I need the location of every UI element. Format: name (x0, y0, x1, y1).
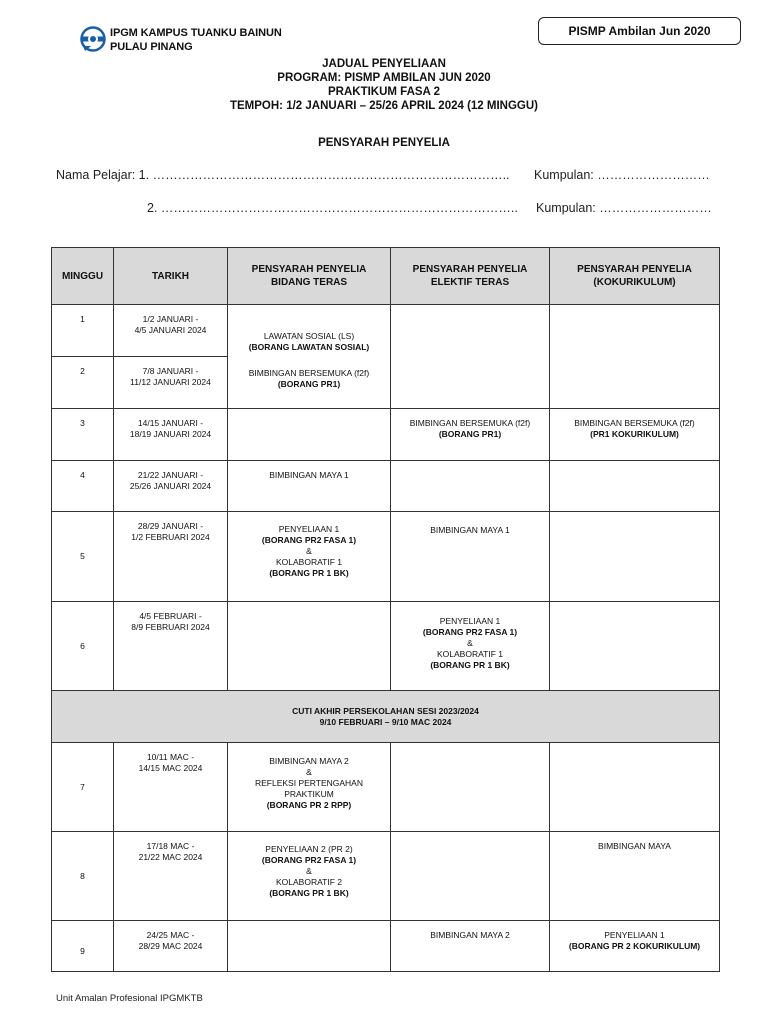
date-end: 25/26 JANUARI 2024 (129, 481, 212, 491)
date-end: 8/9 FEBRUARI 2024 (131, 622, 210, 632)
holiday-dates: 9/10 FEBRUARI – 9/10 MAC 2024 (319, 716, 452, 727)
week-number: 1 (52, 305, 114, 357)
week-date (114, 832, 228, 921)
date-start: 10/11 MAC - (146, 752, 195, 762)
activity-label: PRAKTIKUM (284, 789, 334, 799)
week-date (114, 305, 228, 357)
activity-label: BIMBINGAN MAYA (598, 841, 671, 851)
form-label: (PR1 KOKURIKULUM) (590, 429, 679, 439)
form-label: (BORANG PR1) (277, 379, 341, 389)
org-line-2: PULAU PINANG (110, 40, 193, 53)
form-label: (BORANG PR2 FASA 1) (261, 535, 357, 545)
cell-elektif-teras (391, 409, 550, 461)
holiday-label: CUTI AKHIR PERSEKOLAHAN SESI 2023/2024 (292, 705, 479, 716)
date-start: 1/2 JANUARI - (142, 314, 199, 324)
form-label: (BORANG PR 2 KOKURIKULUM) (568, 941, 701, 951)
form-label: (BORANG PR 1 BK) (430, 660, 510, 670)
table-row (52, 602, 720, 691)
week-date (114, 743, 228, 832)
week-number: 7 (52, 743, 114, 832)
cell-kokurikulum (550, 602, 720, 691)
footer-text: Unit Amalan Profesional IPGMKTB (56, 993, 203, 1004)
activity-label: BIMBINGAN MAYA 1 (430, 525, 510, 535)
date-start: 7/8 JANUARI - (142, 366, 199, 376)
week-date (114, 409, 228, 461)
date-end: 1/2 FEBRUARI 2024 (131, 532, 210, 542)
cell-kokurikulum (550, 409, 720, 461)
week-date (114, 602, 228, 691)
date-end: 4/5 JANUARI 2024 (134, 325, 207, 335)
form-label: (BORANG PR 1 BK) (269, 568, 349, 578)
week-number: 3 (52, 409, 114, 461)
date-end: 18/19 JANUARI 2024 (129, 429, 212, 439)
week-number: 2 (52, 357, 114, 409)
activity-label: KOLABORATIF 1 (276, 557, 342, 567)
cell-kokurikulum (550, 921, 720, 972)
org-line-1: IPGM KAMPUS TUANKU BAINUN (110, 27, 282, 39)
table-row (52, 305, 720, 357)
form-label: (BORANG PR 2 RPP) (266, 800, 352, 810)
date-start: 28/29 JANUARI - (137, 521, 204, 531)
header-tarikh: TARIKH (114, 248, 228, 305)
activity-label: BIMBINGAN BERSEMUKA (f2f) (574, 418, 695, 428)
header-elektif-teras: PENSYARAH PENYELIA ELEKTIF TERAS (391, 248, 550, 305)
ampersand: & (306, 866, 312, 876)
student-name-field-1[interactable]: Nama Pelajar: 1. ………………………………………………………………………….. (56, 168, 510, 182)
cell-elektif-teras (391, 305, 550, 409)
date-start: 4/5 FEBRUARI - (139, 611, 202, 621)
form-label: (BORANG PR1) (438, 429, 502, 439)
week-number: 8 (52, 832, 114, 921)
organization-name (110, 27, 282, 54)
date-start: 24/25 MAC - (146, 930, 195, 940)
date-start: 21/22 JANUARI - (137, 470, 204, 480)
form-label: (BORANG LAWATAN SOSIAL) (248, 342, 370, 352)
activity-label: KOLABORATIF 1 (437, 649, 503, 659)
date-start: 14/15 JANUARI - (137, 418, 204, 428)
title-line-1: JADUAL PENYELIAAN (322, 58, 446, 70)
table-row (52, 409, 720, 461)
cell-elektif-teras (391, 921, 550, 972)
cell-elektif-teras (391, 602, 550, 691)
cell-bidang-teras (228, 832, 391, 921)
cell-bidang-teras (228, 602, 391, 691)
group-field-1[interactable]: Kumpulan: ……………………… (534, 168, 710, 182)
cell-kokurikulum (550, 743, 720, 832)
cell-kokurikulum (550, 461, 720, 512)
activity-label: PENYELIAAN 1 (604, 930, 665, 940)
week-date (114, 512, 228, 602)
intake-badge: PISMP Ambilan Jun 2020 (538, 17, 741, 45)
activity-label: PENYELIAAN 2 (PR 2) (265, 844, 353, 854)
cell-bidang-teras (228, 743, 391, 832)
week-date (114, 461, 228, 512)
ampersand: & (467, 638, 473, 648)
form-label: (BORANG PR 1 BK) (269, 888, 349, 898)
ampersand: & (306, 546, 312, 556)
date-end: 14/15 MAC 2024 (138, 763, 203, 773)
header-bidang-teras: PENSYARAH PENYELIA BIDANG TERAS (228, 248, 391, 305)
date-end: 11/12 JANUARI 2024 (130, 377, 211, 387)
supervision-schedule-table (51, 247, 720, 972)
cell-elektif-teras (391, 512, 550, 602)
student-name-field-2[interactable]: 2. ………………………………………………………………………….. (147, 201, 518, 215)
cell-bidang-teras (228, 512, 391, 602)
cell-bidang-teras (228, 921, 391, 972)
cell-elektif-teras (391, 461, 550, 512)
activity-label: REFLEKSI PERTENGAHAN (254, 778, 363, 788)
holiday-row (52, 691, 720, 743)
title-line-2: PROGRAM: PISMP AMBILAN JUN 2020 (277, 72, 491, 84)
group-field-2[interactable]: Kumpulan: ……………………… (536, 201, 712, 215)
week-number: 6 (52, 602, 114, 691)
cell-kokurikulum (550, 512, 720, 602)
week-date (114, 921, 228, 972)
activity-label: BIMBINGAN MAYA 2 (269, 756, 349, 766)
cell-bidang-teras (228, 409, 391, 461)
cell-elektif-teras (391, 743, 550, 832)
table-row (52, 743, 720, 832)
week-number: 5 (52, 512, 114, 602)
activity-label: BIMBINGAN MAYA 2 (430, 930, 510, 940)
table-row (52, 921, 720, 972)
week-number: 9 (52, 921, 114, 972)
activity-label: BIMBINGAN BERSEMUKA (f2f) (409, 418, 531, 428)
table-row (52, 832, 720, 921)
title-line-4: TEMPOH: 1/2 JANUARI – 25/26 APRIL 2024 (12 MINGGU) (229, 100, 539, 112)
header-kokurikulum: PENSYARAH PENYELIA (KOKURIKULUM) (550, 248, 720, 305)
header-minggu: MINGGU (52, 248, 114, 305)
cell-bidang-teras-ls (228, 305, 391, 409)
cell-elektif-teras (391, 832, 550, 921)
date-end: 21/22 MAC 2024 (138, 852, 203, 862)
form-label: (BORANG PR2 FASA 1) (261, 855, 357, 865)
cell-bidang-teras (228, 461, 391, 512)
activity-label: KOLABORATIF 2 (276, 877, 342, 887)
holiday-cell (52, 691, 720, 743)
institution-logo-icon (80, 26, 106, 52)
week-date (114, 357, 228, 409)
document-titles (0, 57, 768, 113)
activity-label: BIMBINGAN BERSEMUKA (f2f) (248, 368, 370, 378)
activity-label: PENYELIAAN 1 (439, 616, 501, 626)
cell-kokurikulum (550, 305, 720, 409)
activity-label: PENYELIAAN 1 (278, 524, 340, 534)
cell-kokurikulum (550, 832, 720, 921)
table-row (52, 461, 720, 512)
ampersand: & (306, 767, 312, 777)
form-label: (BORANG PR2 FASA 1) (422, 627, 518, 637)
activity-label: LAWATAN SOSIAL (LS) (263, 331, 355, 341)
table-header-row (52, 248, 720, 305)
date-start: 17/18 MAC - (146, 841, 195, 851)
title-line-3: PRAKTIKUM FASA 2 (327, 86, 441, 98)
week-number: 4 (52, 461, 114, 512)
section-heading: PENSYARAH PENYELIA (318, 137, 450, 149)
activity-label: BIMBINGAN MAYA 1 (269, 470, 349, 480)
table-row (52, 512, 720, 602)
date-end: 28/29 MAC 2024 (138, 941, 203, 951)
